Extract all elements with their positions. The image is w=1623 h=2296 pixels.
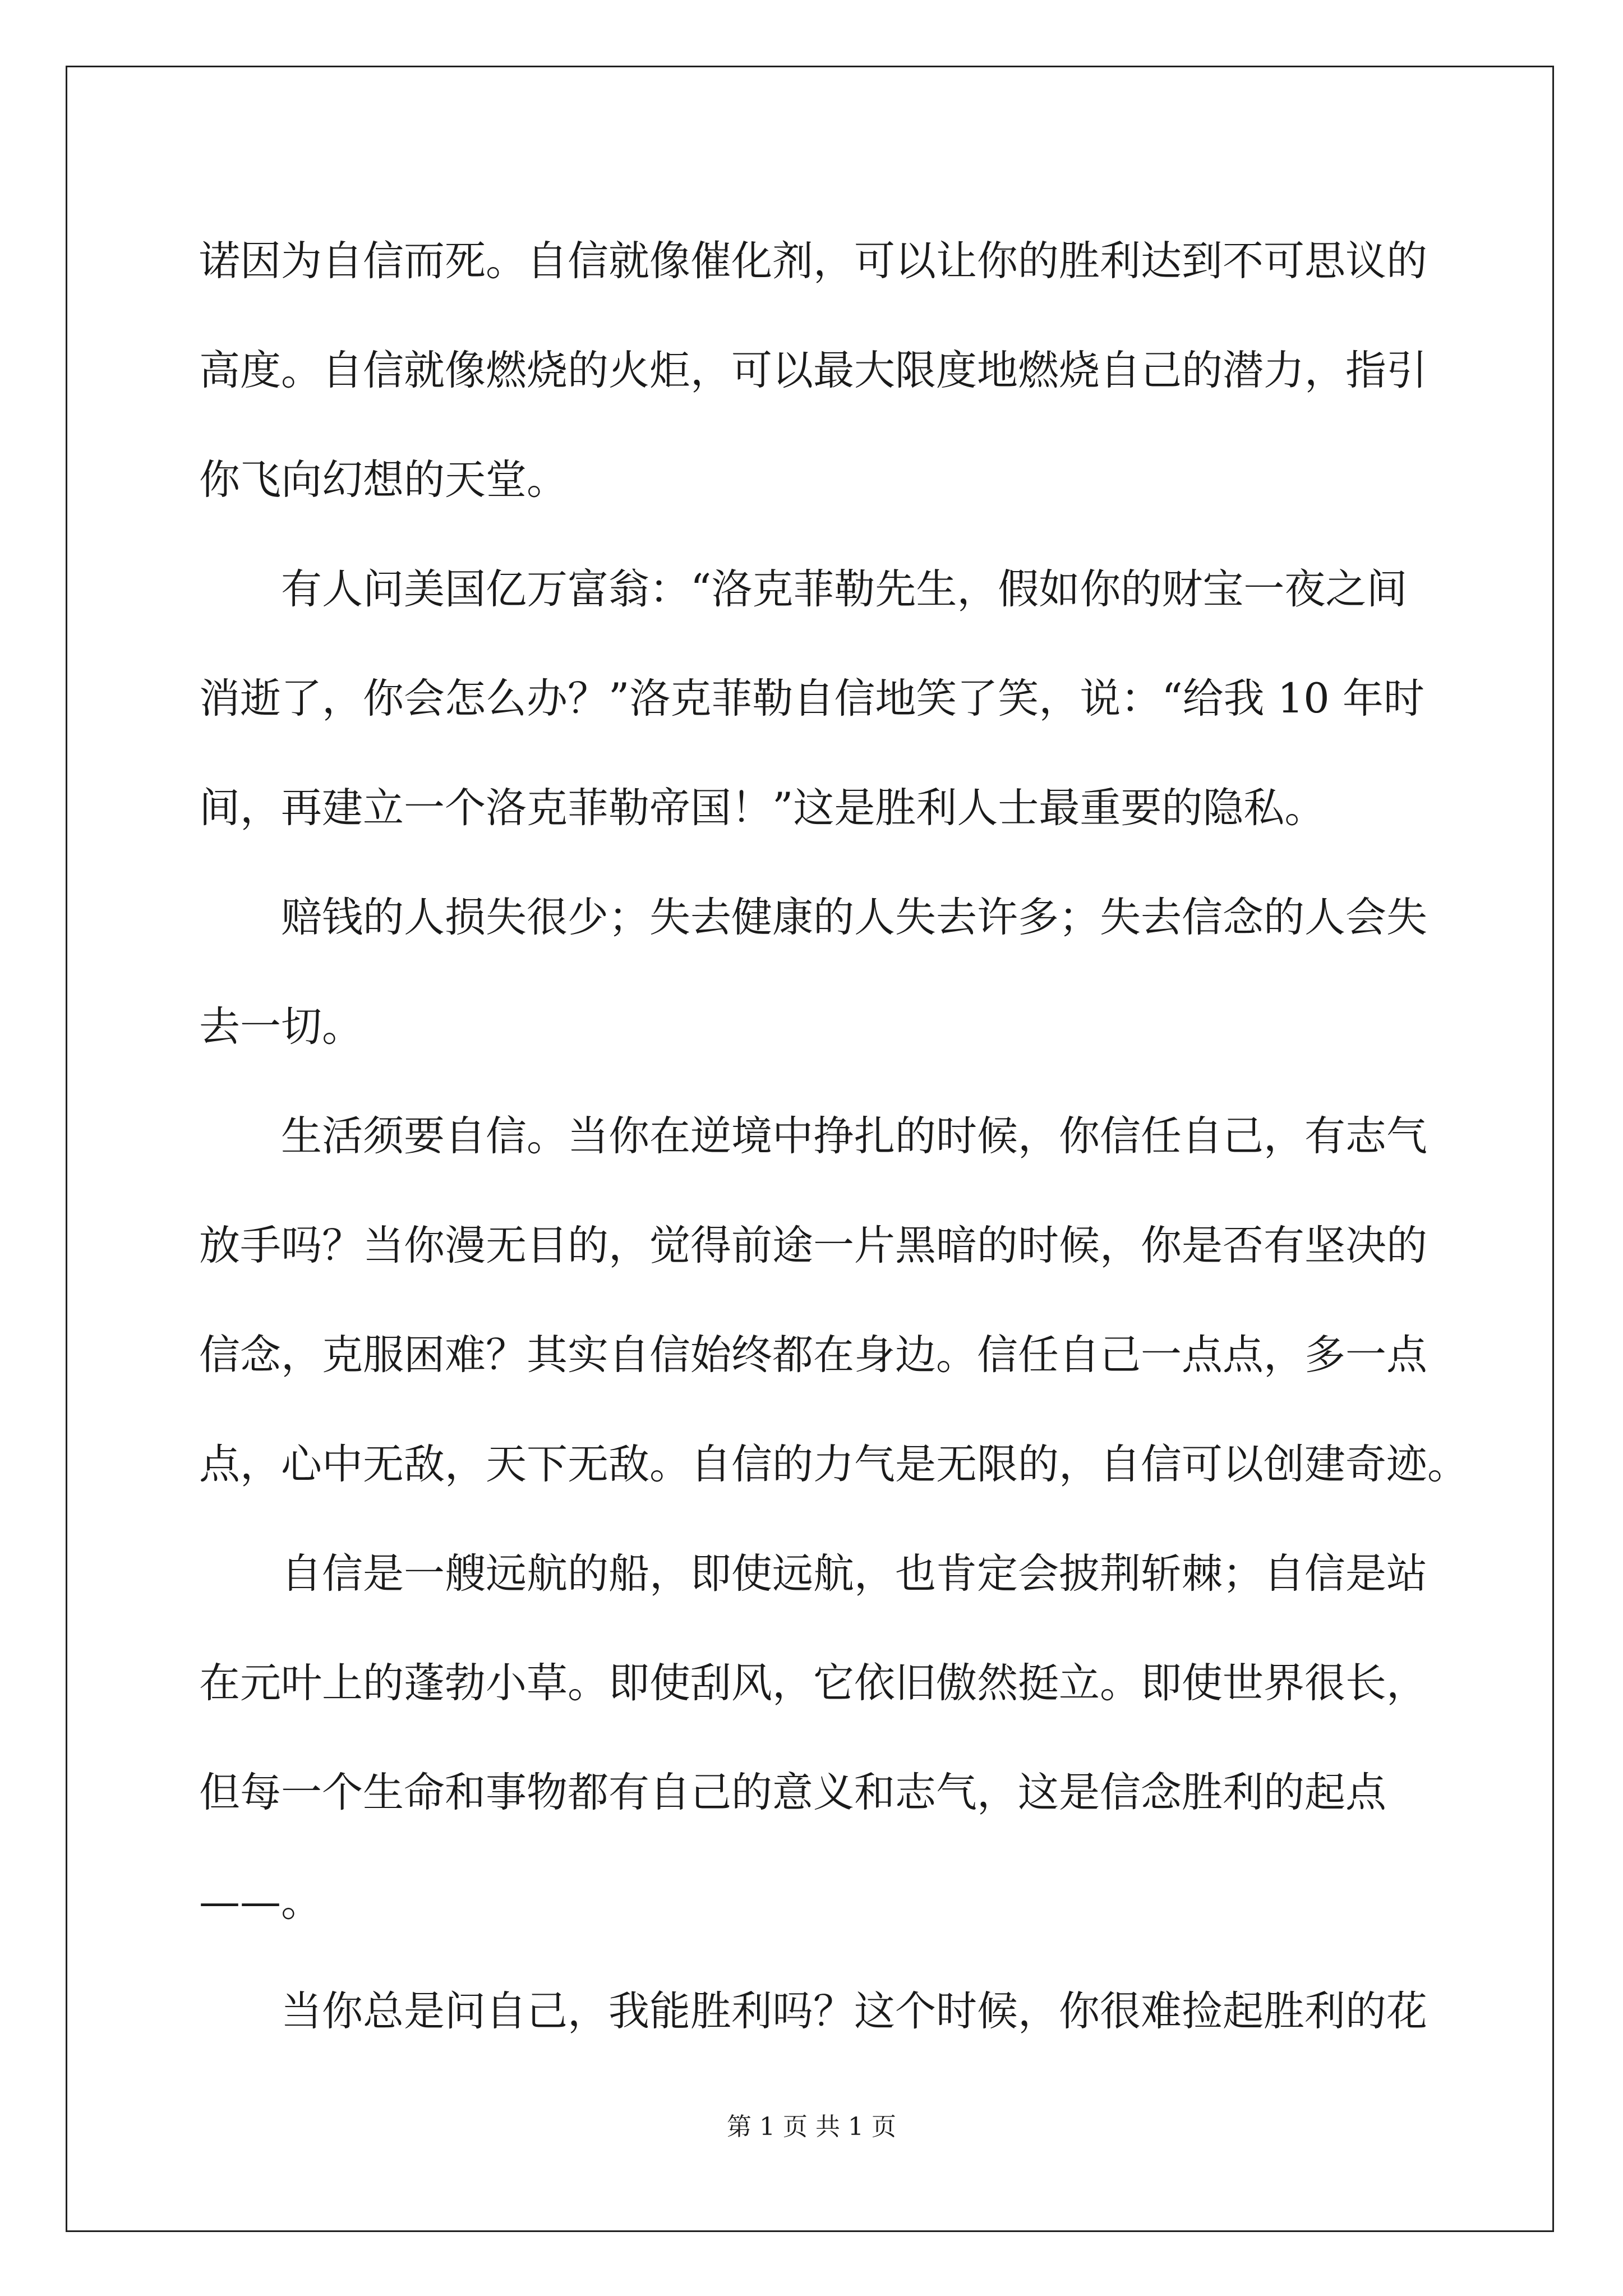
text-line: 间，再建立一个洛克菲勒帝国！”这是胜利人士最重要的隐私。 bbox=[199, 784, 1326, 832]
text-line: 你飞向幻想的天堂。 bbox=[199, 456, 568, 504]
text-line: ——。 bbox=[199, 1878, 322, 1926]
text-line: 有人问美国亿万富翁：“洛克菲勒先生，假如你的财宝一夜之间 bbox=[281, 565, 1408, 613]
text-line: 诺因为自信而死。自信就像催化剂，可以让你的胜利达到不可思议的 bbox=[199, 237, 1427, 285]
text-line: 去一切。 bbox=[199, 1003, 363, 1051]
text-line: 赔钱的人损失很少；失去健康的人失去许多；失去信念的人会失 bbox=[281, 894, 1427, 941]
text-line: 高度。自信就像燃烧的火炬，可以最大限度地燃烧自己的潜力，指引 bbox=[199, 347, 1427, 394]
text-line: 当你总是问自己，我能胜利吗？这个时候，你很难捡起胜利的花 bbox=[281, 1987, 1427, 2035]
text-line: 信念，克服困难？其实自信始终都在身边。信任自己一点点，多一点 bbox=[199, 1331, 1427, 1379]
text-line: 点，心中无敌，天下无敌。自信的力气是无限的，自信可以创建奇迹。 bbox=[199, 1441, 1468, 1488]
text-line: 自信是一艘远航的船，即使远航，也肯定会披荆斩棘；自信是站 bbox=[281, 1550, 1427, 1598]
text-line: 放手吗？当你漫无目的，觉得前途一片黑暗的时候，你是否有坚决的 bbox=[199, 1222, 1427, 1269]
text-line: 生活须要自信。当你在逆境中挣扎的时候，你信任自己，有志气 bbox=[281, 1112, 1427, 1160]
document-body bbox=[199, 206, 1468, 2066]
text-line: 但每一个生命和事物都有自己的意义和志气，这是信念胜利的起点 bbox=[199, 1769, 1386, 1816]
text-line: 消逝了，你会怎么办？”洛克菲勒自信地笑了笑，说：“给我 10 年时 bbox=[199, 675, 1424, 723]
text-line: 在元叶上的蓬勃小草。即使刮风，它依旧傲然挺立。即使世界很长， bbox=[199, 1659, 1427, 1707]
page-footer: 第 1 页 共 1 页 bbox=[727, 2113, 896, 2141]
